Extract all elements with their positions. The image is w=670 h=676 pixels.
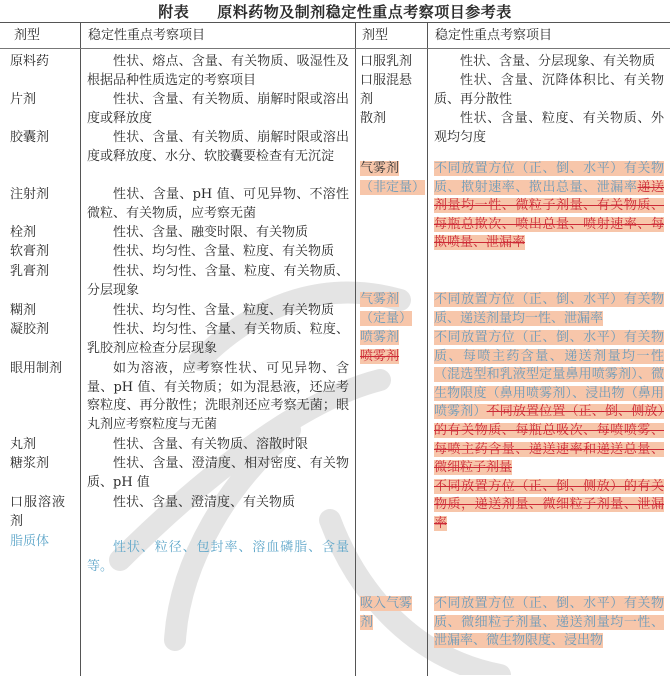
- column-divider: [80, 23, 81, 676]
- row-type-liposome: 脂质体: [10, 534, 50, 549]
- row-text-liposome: 性状、粒径、包封率、溶血磷脂、含量等。: [87, 540, 349, 574]
- row-text: 性状、均匀性、含量、粒度、有关物质、分层现象: [87, 264, 349, 298]
- row-type: 片剂: [10, 92, 37, 107]
- row-type: 胶囊剂: [10, 130, 50, 145]
- row-type: 乳膏剂: [10, 264, 50, 279]
- row-text: 性状、含量、沉降体积比、有关物质、再分散性: [434, 73, 664, 107]
- row-type: 眼用制剂: [10, 361, 63, 376]
- title-prefix: 附表: [158, 3, 190, 21]
- type-label: 气雾剂: [360, 161, 400, 176]
- row-type: 软膏剂: [10, 244, 50, 259]
- row-text: 性状、均匀性、含量、有关物质、粒度、乳胶剂应检查分层现象: [87, 322, 349, 356]
- row-type: 栓剂: [10, 225, 37, 240]
- row-text-spray: [434, 329, 664, 534]
- row-text: 性状、熔点、含量、有关物质、吸湿性及根据品种性质选定的考察项目: [87, 54, 349, 88]
- row-type-aerosol-metered: [360, 291, 422, 328]
- row-type: 原料药: [10, 54, 50, 69]
- column-divider: [427, 23, 428, 676]
- header-test-items: 稳定性重点考察项目: [88, 28, 206, 43]
- row-text: 性状、均匀性、含量、粒度、有关物质: [113, 303, 335, 318]
- header-dosage-form-2: 剂型: [362, 28, 389, 43]
- row-type: 凝胶剂: [10, 322, 50, 337]
- title-text: 原料药物及制剂稳定性重点考察项目参考表: [217, 3, 512, 21]
- row-text: 性状、含量、融变时限、有关物质: [113, 225, 309, 240]
- row-text: 如为溶液，应考察性状、可见异物、含量、pH 值、有关物质；如为混悬液，还应考察粒度、再分散性；洗眼剂还应考察无菌；眼丸剂应考察粒度与无菌: [87, 361, 349, 432]
- added-text: 不同放置方位（正、倒、水平）有关物质、微细粒子剂量、递送剂量均一性、泄漏率、微生物限度、浸出物: [434, 596, 664, 649]
- row-text: 性状、含量、粒度、有关物质、外观均匀度: [434, 111, 664, 145]
- row-text: 性状、含量、澄清度、相对密度、有关物质、pH 值: [87, 456, 349, 490]
- stability-table: [0, 22, 670, 676]
- row-text: 性状、含量、有关物质、溶散时限: [113, 437, 309, 452]
- deleted-text: 递送剂量均一性、微粒子剂量、有关物质、每瓶总揿次、喷出总量、喷射速率、每揿喷量、泄漏率: [434, 179, 664, 251]
- row-text: 性状、含量、有关物质、崩解时限或溶出度或释放度、水分、软胶囊要检查有无沉淀: [87, 130, 349, 164]
- row-text: 性状、含量、分层现象、有关物质: [460, 54, 656, 69]
- row-type: 糖浆剂: [10, 456, 50, 471]
- row-type: 丸剂: [10, 437, 37, 452]
- added-text: 不同放置方位（正、倒、水平）有关物质、每喷主药含量、递送剂量均一性（混选型和乳液型定量鼻用喷雾剂）、微生物限度（鼻用喷雾剂）、浸出物（鼻用喷雾剂）: [434, 330, 664, 420]
- table-header: [0, 23, 670, 49]
- row-text: 性状、含量、有关物质、崩解时限或溶出度或释放度: [87, 92, 349, 126]
- row-text-aerosol-metered: [434, 291, 664, 328]
- row-type-aerosol-nonmetered: [360, 160, 426, 197]
- row-text: 性状、均匀性、含量、粒度、有关物质: [113, 244, 335, 259]
- row-type: 口服乳剂: [360, 54, 413, 69]
- row-type-inhalation-aerosol: [360, 595, 422, 632]
- added-text: 不同放置方位（正、倒、水平）有关物质、揿射速率、揿出总量、泄漏率: [434, 161, 664, 195]
- row-type: 糊剂: [10, 303, 37, 318]
- row-text: 性状、含量、澄清度、有关物质: [113, 495, 296, 510]
- row-text: 性状、含量、pH 值、可见异物、不溶性微粒、有关物质，应考察无菌: [87, 187, 349, 221]
- header-test-items-2: 稳定性重点考察项目: [435, 28, 553, 43]
- type-suffix: （非定量）: [360, 179, 426, 195]
- deleted-text: 不同放置位置（正、倒、侧放）的有关物质、每瓶总吸次、每喷喷雾、每喷主药含量、递送速率和递送总量、微细粒子剂量: [434, 404, 664, 476]
- type-label: 气雾剂（定量）: [360, 292, 413, 326]
- column-divider: [355, 23, 356, 676]
- type-label: 喷雾剂: [360, 330, 400, 345]
- row-type: 散剂: [360, 111, 387, 126]
- row-type: 注射剂: [10, 187, 50, 202]
- deleted-text-2: 不同放置方位（正、倒、侧放）的有关物质，递送剂量、微细粒子剂量、泄漏率: [434, 478, 664, 531]
- added-text: 不同放置方位（正、倒、水平）有关物质、递送剂量均一性、泄漏率: [434, 292, 664, 326]
- row-type: 口服混悬剂: [360, 73, 413, 107]
- row-text-aerosol-nonmetered: [434, 160, 664, 253]
- row-text-inhalation-aerosol: [434, 595, 664, 651]
- row-type-spray: [360, 329, 422, 366]
- row-type: 口服溶液剂: [10, 495, 67, 529]
- type-label: 吸入气雾剂: [360, 596, 413, 630]
- type-deleted: 喷雾剂: [360, 348, 400, 364]
- table-title: [0, 2, 670, 22]
- header-dosage-form: 剂型: [14, 28, 41, 43]
